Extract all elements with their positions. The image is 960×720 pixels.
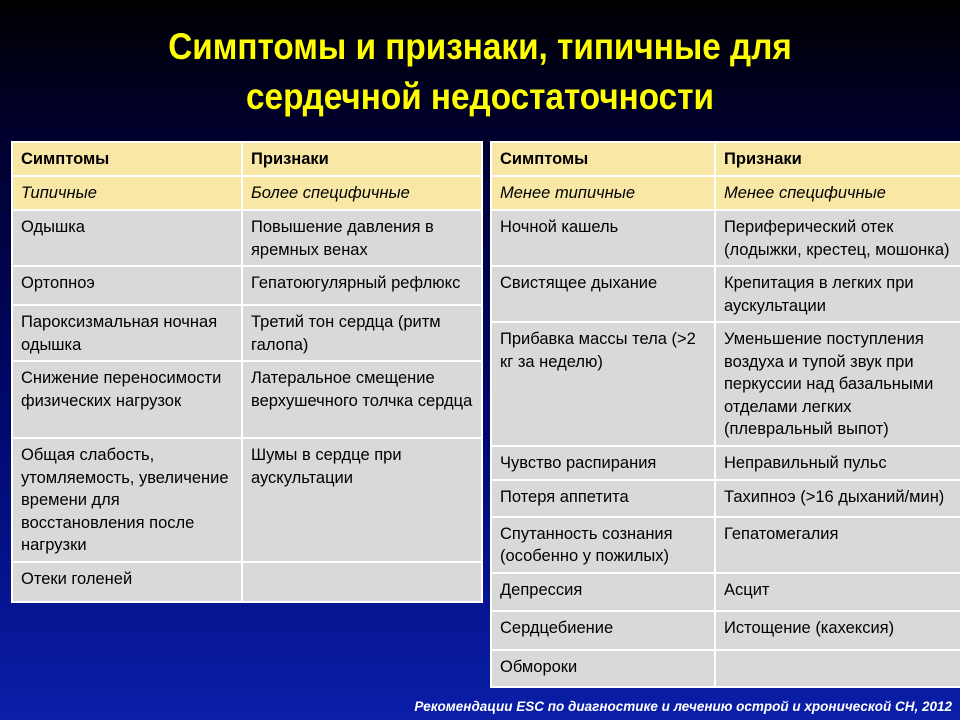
- symptom-cell: Обмороки: [491, 650, 715, 687]
- symptom-cell: Депрессия: [491, 573, 715, 611]
- source-footnote: Рекомендации ESC по диагностике и лечению острой и хронической СН, 2012: [414, 699, 952, 714]
- symptom-cell: Отеки голеней: [12, 562, 242, 602]
- table-row: [491, 210, 960, 266]
- table-row: [491, 480, 960, 517]
- sign-cell: Асцит: [715, 573, 960, 611]
- table-row: [491, 322, 960, 446]
- sign-cell: [715, 650, 960, 687]
- table-header-row: [12, 142, 482, 176]
- table-row: [491, 650, 960, 687]
- symptom-cell: Пароксизмальная ночная одышка: [12, 305, 242, 361]
- symptom-cell: Ночной кашель: [491, 210, 715, 266]
- symptom-cell: Чувство распирания: [491, 446, 715, 480]
- symptom-cell: Снижение переносимости физических нагрузок: [12, 361, 242, 438]
- sign-cell: Уменьшение поступления воздуха и тупой звук при перкуссии над базальными отделами легких (плевральный выпот): [715, 322, 960, 446]
- sign-cell: Периферический отек (лодыжки, крестец, мошонка): [715, 210, 960, 266]
- sign-cell: Неправильный пульс: [715, 446, 960, 480]
- subheader-cell-less-specific: Менее специфичные: [715, 176, 960, 210]
- table-header-row: [491, 142, 960, 176]
- symptom-cell: Одышка: [12, 210, 242, 266]
- subheader-cell-less-typical: Менее типичные: [491, 176, 715, 210]
- symptom-cell: Сердцебиение: [491, 611, 715, 650]
- sign-cell: Крепитация в легких при аускультации: [715, 266, 960, 322]
- slide-title-line-2: сердечной недостаточности: [246, 76, 714, 117]
- table-row: [491, 611, 960, 650]
- table-row: [12, 361, 482, 438]
- symptom-cell: Ортопноэ: [12, 266, 242, 305]
- symptom-cell: Свистящее дыхание: [491, 266, 715, 322]
- typical-symptoms-table: [11, 141, 483, 603]
- sign-cell: Третий тон сердца (ритм галопа): [242, 305, 482, 361]
- sign-cell: Латеральное смещение верхушечного толчка сердца: [242, 361, 482, 438]
- sign-cell: Шумы в сердце при аускультации: [242, 438, 482, 562]
- table-row: [12, 305, 482, 361]
- sign-cell: Повышение давления в яремных венах: [242, 210, 482, 266]
- header-cell-signs: Признаки: [242, 142, 482, 176]
- symptom-cell: Спутанность сознания (особенно у пожилых): [491, 517, 715, 573]
- header-cell-symptoms: Симптомы: [491, 142, 715, 176]
- symptom-cell: Общая слабость, утомляемость, увеличение времени для восстановления после нагрузки: [12, 438, 242, 562]
- table-subheader-row: [12, 176, 482, 210]
- header-cell-signs: Признаки: [715, 142, 960, 176]
- table-row: [491, 517, 960, 573]
- symptom-cell: Прибавка массы тела (>2 кг за неделю): [491, 322, 715, 446]
- table-row: [491, 266, 960, 322]
- table-row: [491, 446, 960, 480]
- table-row: [12, 210, 482, 266]
- subheader-cell-more-specific: Более специфичные: [242, 176, 482, 210]
- sign-cell: Гепатомегалия: [715, 517, 960, 573]
- sign-cell: [242, 562, 482, 602]
- sign-cell: Истощение (кахексия): [715, 611, 960, 650]
- table-row: [12, 266, 482, 305]
- header-cell-symptoms: Симптомы: [12, 142, 242, 176]
- slide-title-line-1: Симптомы и признаки, типичные для: [168, 26, 792, 67]
- sign-cell: Гепатоюгулярный рефлюкс: [242, 266, 482, 305]
- table-row: [12, 438, 482, 562]
- table-subheader-row: [491, 176, 960, 210]
- table-row: [12, 562, 482, 602]
- table-row: [491, 573, 960, 611]
- slide-title: [48, 22, 912, 122]
- sign-cell: Тахипноэ (>16 дыханий/мин): [715, 480, 960, 517]
- symptom-cell: Потеря аппетита: [491, 480, 715, 517]
- subheader-cell-typical: Типичные: [12, 176, 242, 210]
- less-typical-symptoms-table: [490, 141, 960, 688]
